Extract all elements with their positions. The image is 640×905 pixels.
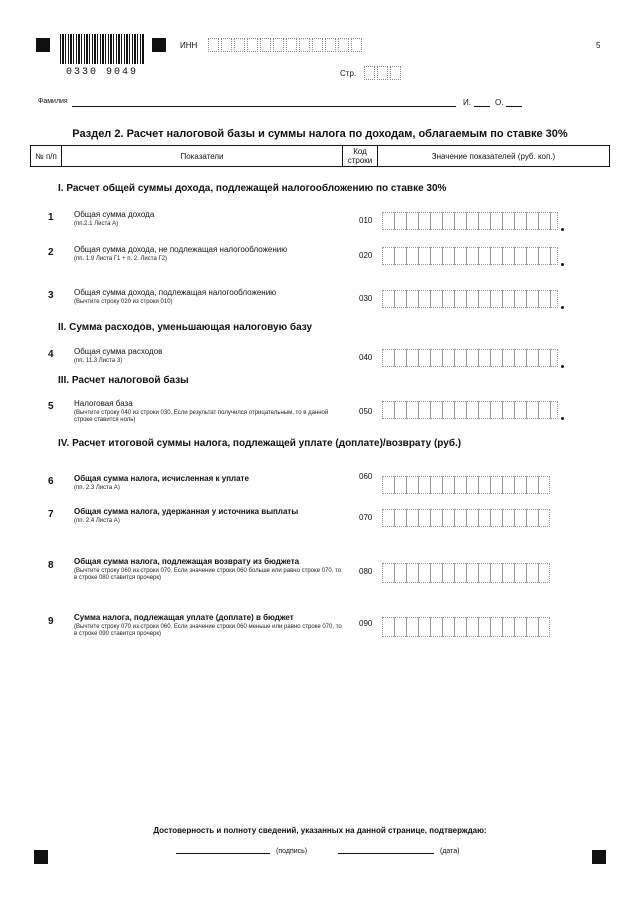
row-note: (Вычтите строку 070 из строки 060. Если значение строки 060 меньше или равно строке 070, то в строке 090 ставится прочерк) — [74, 624, 342, 637]
row-note: (Вычтите строку 040 из строки 030. Если результат получился отрицательным, то в данной строке ставится ноль) — [74, 410, 329, 423]
row-code: 080 — [359, 567, 373, 576]
section-heading-1: I. Расчет общей суммы дохода, подлежащей налогообложению по ставке 30% — [58, 183, 447, 194]
date-label: (дата) — [440, 848, 460, 855]
page-field[interactable] — [364, 66, 403, 80]
row-code: 040 — [359, 353, 373, 362]
row-label: Общая сумма налога, исчисленная к уплате — [74, 474, 249, 483]
section-title: Раздел 2. Расчет налоговой базы и суммы налога по доходам, облагаемым по ставке 30% — [72, 128, 568, 140]
row-label: Общая сумма расходов — [74, 347, 163, 356]
row-number: 5 — [48, 401, 54, 412]
row-number: 8 — [48, 560, 54, 571]
row-number: 9 — [48, 616, 54, 627]
section-heading-2: II. Сумма расходов, уменьшающая налоговую базу — [58, 322, 313, 333]
inn-field[interactable] — [208, 38, 364, 52]
barcode — [60, 34, 144, 64]
corner-marker-bottom-left — [34, 850, 48, 864]
table-header — [30, 145, 610, 167]
row-070 — [0, 507, 640, 547]
row-code: 090 — [359, 619, 373, 628]
row-code: 020 — [359, 251, 373, 260]
row-note: (пп. 2.3 Листа А) — [74, 485, 120, 491]
row-code: 060 — [359, 472, 373, 481]
row-020 — [0, 245, 640, 285]
corner-marker-top-left — [36, 38, 50, 52]
initial-i-field[interactable] — [474, 106, 490, 107]
header-value: Значение показателей (руб. коп.) — [378, 146, 610, 167]
decimal-point — [561, 228, 564, 231]
signature-label: (подпись) — [276, 848, 308, 855]
value-field-050[interactable] — [382, 401, 558, 419]
barcode-number: 0330 9049 — [66, 67, 139, 78]
row-label: Общая сумма дохода, не подлежащая налогообложению — [74, 245, 288, 254]
row-number: 6 — [48, 476, 54, 487]
corner-marker-bottom-right — [592, 850, 606, 864]
decimal-point — [561, 263, 564, 266]
value-field-060[interactable] — [382, 476, 550, 494]
row-label: Общая сумма налога, удержанная у источника выплаты — [74, 507, 299, 516]
value-field-090[interactable] — [382, 617, 550, 637]
row-number: 4 — [48, 349, 54, 360]
date-field[interactable] — [338, 853, 434, 854]
certification-statement: Достоверность и полноту сведений, указанных на данной странице, подтверждаю: — [153, 826, 487, 835]
signature-field[interactable] — [176, 853, 270, 854]
row-010 — [0, 210, 640, 250]
row-note: (Вычтите строку 020 из строки 010) — [74, 299, 173, 305]
header-indicators: Показатели — [62, 146, 343, 167]
row-number: 1 — [48, 212, 54, 223]
row-number: 7 — [48, 509, 54, 520]
row-090 — [0, 613, 640, 657]
corner-marker-top-mid — [152, 38, 166, 52]
row-label: Общая сумма дохода, подлежащая налогообложению — [74, 288, 277, 297]
row-note: (Вычтите строку 060 из строки 070. Если значение строки 060 больше или равно строке 070, то в строке 080 ставится прочерк) — [74, 568, 342, 581]
page-label: Стр. — [340, 69, 357, 78]
page-number: 5 — [596, 41, 601, 50]
initial-o-field[interactable] — [506, 106, 522, 107]
initial-o-label: О. — [495, 98, 504, 107]
decimal-point — [561, 365, 564, 368]
surname-label: Фамилия — [38, 98, 68, 105]
initial-i-label: И. — [463, 98, 471, 107]
row-code: 010 — [359, 216, 373, 225]
row-note: (пп. 11.3 Листа З) — [74, 358, 123, 364]
decimal-point — [561, 417, 564, 420]
section-heading-3: III. Расчет налоговой базы — [58, 375, 189, 386]
inn-label: ИНН — [180, 41, 198, 50]
row-050 — [0, 399, 640, 439]
row-note: (пп. 1.9 Листа Г1 + п. 2. Листа Г2) — [74, 256, 168, 262]
row-label: Налоговая база — [74, 399, 133, 408]
row-080 — [0, 557, 640, 601]
row-code: 050 — [359, 407, 373, 416]
value-field-030[interactable] — [382, 290, 558, 308]
decimal-point — [561, 306, 564, 309]
value-field-080[interactable] — [382, 563, 550, 583]
value-field-070[interactable] — [382, 509, 550, 527]
row-note: (пп. 2.4 Листа А) — [74, 518, 120, 524]
header-num: № п/п — [31, 146, 62, 167]
value-field-020[interactable] — [382, 247, 558, 265]
header-code: Код строки — [343, 146, 378, 167]
row-number: 3 — [48, 290, 54, 301]
row-code: 030 — [359, 294, 373, 303]
row-label: Сумма налога, подлежащая уплате (доплате) в бюджет — [74, 613, 294, 622]
surname-field[interactable] — [72, 106, 456, 107]
row-code: 070 — [359, 513, 373, 522]
row-note: (пп.2.1 Листа А) — [74, 221, 119, 227]
value-field-010[interactable] — [382, 212, 558, 230]
row-label: Общая сумма налога, подлежащая возврату из бюджета — [74, 557, 300, 566]
row-number: 2 — [48, 247, 54, 258]
row-label: Общая сумма дохода — [74, 210, 155, 219]
section-heading-4: IV. Расчет итоговой суммы налога, подлежащей уплате (доплате)/возврату (руб.) — [58, 438, 462, 449]
value-field-040[interactable] — [382, 349, 558, 367]
